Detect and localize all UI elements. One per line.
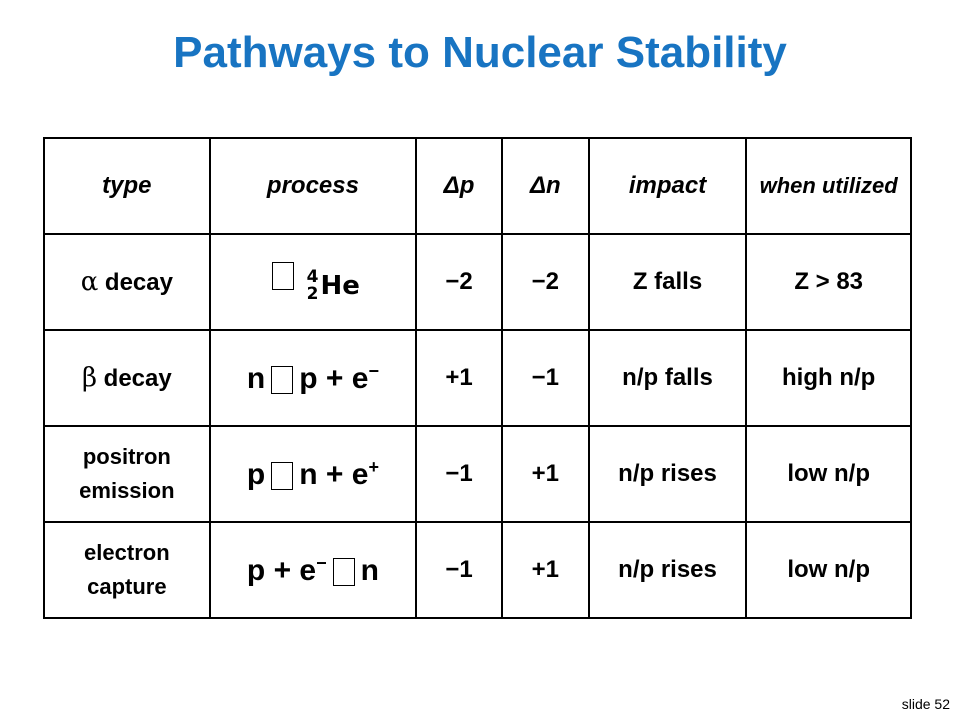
element-symbol: He [320,271,360,301]
type-line-1: electron [84,540,170,565]
helium-nuclide [307,269,360,303]
header-impact: impact [589,138,747,234]
when-cell: low n/p [746,522,911,618]
delta-n-cell: −1 [502,330,589,426]
type-cell [44,426,210,522]
header-type: type [44,138,210,234]
slide-title: Pathways to Nuclear Stability [173,28,787,77]
process-cell [210,330,417,426]
delta-n-cell: +1 [502,522,589,618]
process-cell [210,522,417,618]
when-cell: low n/p [746,426,911,522]
table-row-alpha [44,234,911,330]
when-cell: high n/p [746,330,911,426]
delta-p-cell: +1 [416,330,502,426]
header-row [44,138,911,234]
when-cell: Z > 83 [746,234,911,330]
impact-cell: n/p rises [589,426,747,522]
process-left: p [246,457,266,491]
header-when-utilized: when utilized [746,138,911,234]
missing-glyph-box [272,262,294,290]
mass-number: 4 [306,267,319,287]
charge-sup: − [368,360,379,381]
delta-p-cell: −2 [416,234,502,330]
table-row-positron [44,426,911,522]
type-cell [44,330,210,426]
type-text: decay [104,269,173,296]
delta-p-cell: −1 [416,426,502,522]
atomic-number: 2 [306,284,319,304]
header-delta-p: Δp [416,138,502,234]
delta-n-cell: +1 [502,426,589,522]
delta-n-cell: −2 [502,234,589,330]
alpha-symbol: α [80,267,99,297]
type-line-1: positron [82,444,171,469]
charge-sup: − [316,552,327,573]
impact-cell: n/p rises [589,522,747,618]
type-cell [44,522,210,618]
impact-cell: Z falls [589,234,747,330]
impact-cell: n/p falls [589,330,747,426]
type-line-2: capture [87,574,167,599]
table-row-electron-capture [44,522,911,618]
missing-glyph-box [271,366,293,394]
process-right: n + e [299,457,369,491]
process-left: n [246,361,266,395]
process-left: p + e [246,553,317,587]
type-line-2: emission [79,478,175,503]
process-right: p + e [299,361,369,395]
process-cell [210,426,417,522]
header-process: process [210,138,417,234]
missing-glyph-box [271,462,293,490]
beta-symbol: β [81,363,97,393]
delta-p-cell: −1 [416,522,502,618]
process-right: n [360,553,379,587]
table-row-beta [44,330,911,426]
type-text: decay [103,365,172,392]
header-delta-n: Δn [502,138,589,234]
process-cell [210,234,417,330]
type-cell [44,234,210,330]
missing-glyph-box [333,558,355,586]
charge-sup: + [368,456,379,477]
stability-table [43,137,912,619]
slide-number: slide 52 [901,696,950,712]
